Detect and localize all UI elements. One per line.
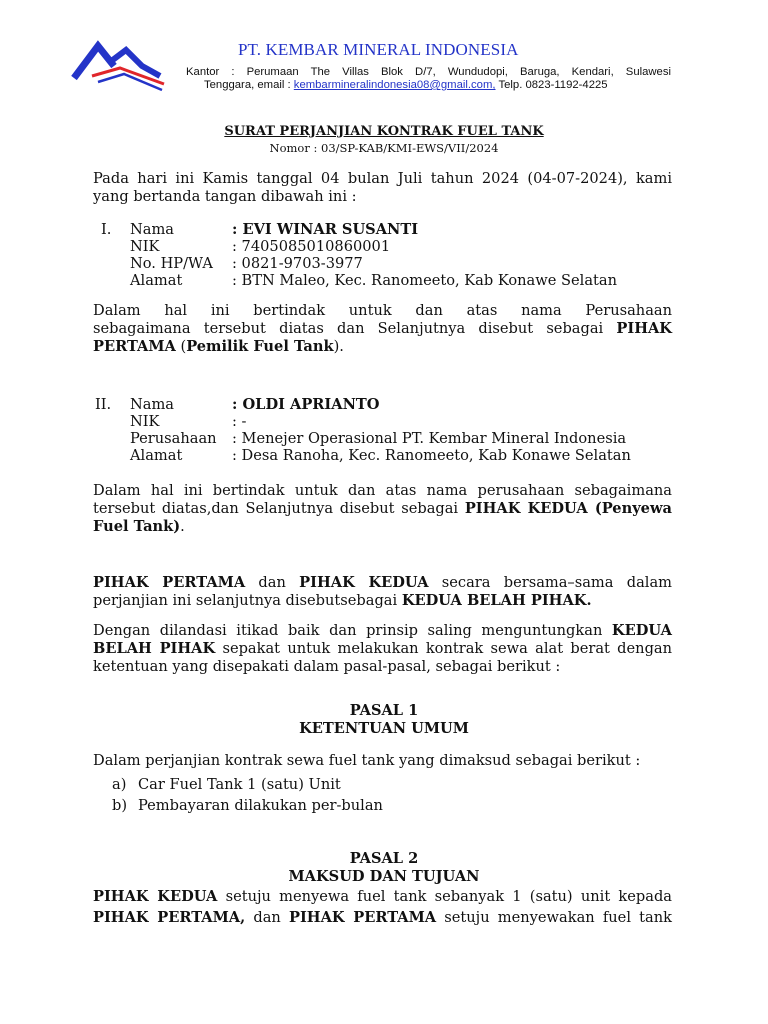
company-address-line2 xyxy=(204,79,608,91)
party-two-label-address: Alamat xyxy=(130,447,183,464)
agreement-text-b: perjanjian ini selanjutnya disebutsebagai xyxy=(93,592,402,609)
party-one-label-phone: No. HP/WA xyxy=(130,255,213,272)
agreement-p2-line2 xyxy=(93,640,672,658)
list-text: Car Fuel Tank 1 (satu) Unit xyxy=(138,776,341,793)
intro-line2: yang bertanda tangan dibawah ini : xyxy=(93,188,357,205)
party-one-value-address: : BTN Maleo, Kec. Ranomeeto, Kab Konawe Selatan xyxy=(232,272,617,289)
party-two-label-name: Nama xyxy=(130,396,175,413)
party-one-desc-text: sebagaimana tersebut diatas dan Selanjutnya disebut sebagai xyxy=(93,320,617,337)
party-one-desc-line1: Dalam hal ini bertindak untuk dan atas nama Perusahaan xyxy=(93,302,672,319)
party-two-desc-line2 xyxy=(93,500,672,518)
pasal1-intro: Dalam perjanjian kontrak sewa fuel tank yang dimaksud sebagai berikut : xyxy=(93,752,641,769)
company-logo xyxy=(68,38,166,98)
party-two-role-a: PIHAK KEDUA (Penyewa xyxy=(464,500,672,517)
pasal2-line2 xyxy=(93,909,672,927)
period: . xyxy=(180,518,185,535)
agreement-p2-text-a: Dengan dilandasi itikad baik dan prinsip saling menguntungkan xyxy=(93,622,612,639)
company-name: PT. KEMBAR MINERAL INDONESIA xyxy=(238,40,519,59)
party-two-number: II. xyxy=(95,396,112,413)
pihak-pertama: PIHAK PERTAMA, xyxy=(93,909,246,926)
party-two-value-address: : Desa Ranoha, Kec. Ranomeeto, Kab Konawe Selatan xyxy=(232,447,631,464)
email-link[interactable]: kembarmineralindonesia08@gmail.com, xyxy=(293,79,496,91)
party-two-desc-line1: Dalam hal ini bertindak untuk dan atas nama perusahaan sebagaimana xyxy=(93,482,672,499)
party-one-label-name: Nama xyxy=(130,221,175,238)
company-address-line1: Kantor : Perumaan The Villas Blok D/7, Wundudopi, Baruga, Kendari, Sulawesi xyxy=(186,66,671,78)
conj-dan: dan xyxy=(245,909,289,926)
party-one-role-a: PIHAK xyxy=(616,320,672,337)
agreement-line2 xyxy=(93,592,672,610)
agreement-p2-line3: ketentuan yang disepakati dalam pasal-pasal, sebagai berikut : xyxy=(93,658,561,675)
list-item xyxy=(112,797,383,814)
pihak-kedua: PIHAK KEDUA xyxy=(299,574,429,591)
party-one-label-address: Alamat xyxy=(130,272,183,289)
pasal2-line1 xyxy=(93,888,672,906)
party-two-label-company: Perusahaan xyxy=(130,430,217,447)
party-two-role-b: Fuel Tank) xyxy=(93,518,181,535)
pasal2-text-b: setuju menyewakan fuel tank xyxy=(436,909,672,926)
belah-pihak: BELAH PIHAK xyxy=(93,640,216,657)
list-marker: b) xyxy=(112,797,128,814)
intro-line1: Pada hari ini Kamis tanggal 04 bulan Juli tahun 2024 (04-07-2024), kami xyxy=(93,170,672,187)
kedua: KEDUA xyxy=(611,622,672,639)
list-item xyxy=(112,776,341,793)
pihak-pertama: PIHAK PERTAMA xyxy=(289,909,437,926)
list-marker: a) xyxy=(112,776,127,793)
party-one-label-nik: NIK xyxy=(130,238,160,255)
party-one-value-nik: : 7405085010860001 xyxy=(232,238,391,255)
party-two-desc-line3 xyxy=(93,518,672,536)
pihak-pertama: PIHAK PERTAMA xyxy=(93,574,246,591)
kedua-belah-pihak: KEDUA BELAH PIHAK. xyxy=(401,592,592,609)
agreement-p2-text-b: sepakat untuk melakukan kontrak sewa alat berat dengan xyxy=(215,640,673,657)
document-title: SURAT PERJANJIAN KONTRAK FUEL TANK xyxy=(224,124,544,139)
pasal2-text-a: setuju menyewa fuel tank sebanyak 1 (satu) unit kepada xyxy=(217,888,672,905)
pasal1-subheading: KETENTUAN UMUM xyxy=(299,720,469,737)
phone-number: Telp. 0823-1192-4225 xyxy=(495,79,608,91)
address-prefix: Tenggara, email : xyxy=(204,79,294,91)
party-two-value-company: : Menejer Operasional PT. Kembar Mineral Indonesia xyxy=(232,430,627,447)
document-number: Nomor : 03/SP-KAB/KMI-EWS/VII/2024 xyxy=(269,141,499,155)
pasal2-subheading: MAKSUD DAN TUJUAN xyxy=(288,868,480,885)
agreement-text-a: secara bersama–sama dalam xyxy=(428,574,672,591)
party-one-value-name: : EVI WINAR SUSANTI xyxy=(232,221,419,238)
pasal2-heading: PASAL 2 xyxy=(349,850,419,867)
party-one-desc-line3 xyxy=(93,338,672,356)
list-text: Pembayaran dilakukan per-bulan xyxy=(138,797,383,814)
party-two-desc-text: tersebut diatas,dan Selanjutnya disebut sebagai xyxy=(93,500,465,517)
party-two-label-nik: NIK xyxy=(130,413,160,430)
party-two-value-nik: : - xyxy=(232,413,247,430)
pasal1-heading: PASAL 1 xyxy=(349,702,419,719)
party-one-role-title: Pemilik Fuel Tank xyxy=(186,338,334,355)
agreement-line1 xyxy=(93,574,672,592)
party-one-role-b: PERTAMA xyxy=(93,338,176,355)
party-two-value-name: : OLDI APRIANTO xyxy=(232,396,380,413)
party-one-desc-line2 xyxy=(93,320,672,338)
paren-open: ( xyxy=(175,338,187,355)
pihak-kedua: PIHAK KEDUA xyxy=(93,888,218,905)
party-one-number: I. xyxy=(101,221,112,238)
party-one-value-phone: : 0821-9703-3977 xyxy=(232,255,363,272)
paren-close: ). xyxy=(333,338,344,355)
agreement-p2-line1 xyxy=(93,622,672,640)
conj-dan: dan xyxy=(245,574,300,591)
